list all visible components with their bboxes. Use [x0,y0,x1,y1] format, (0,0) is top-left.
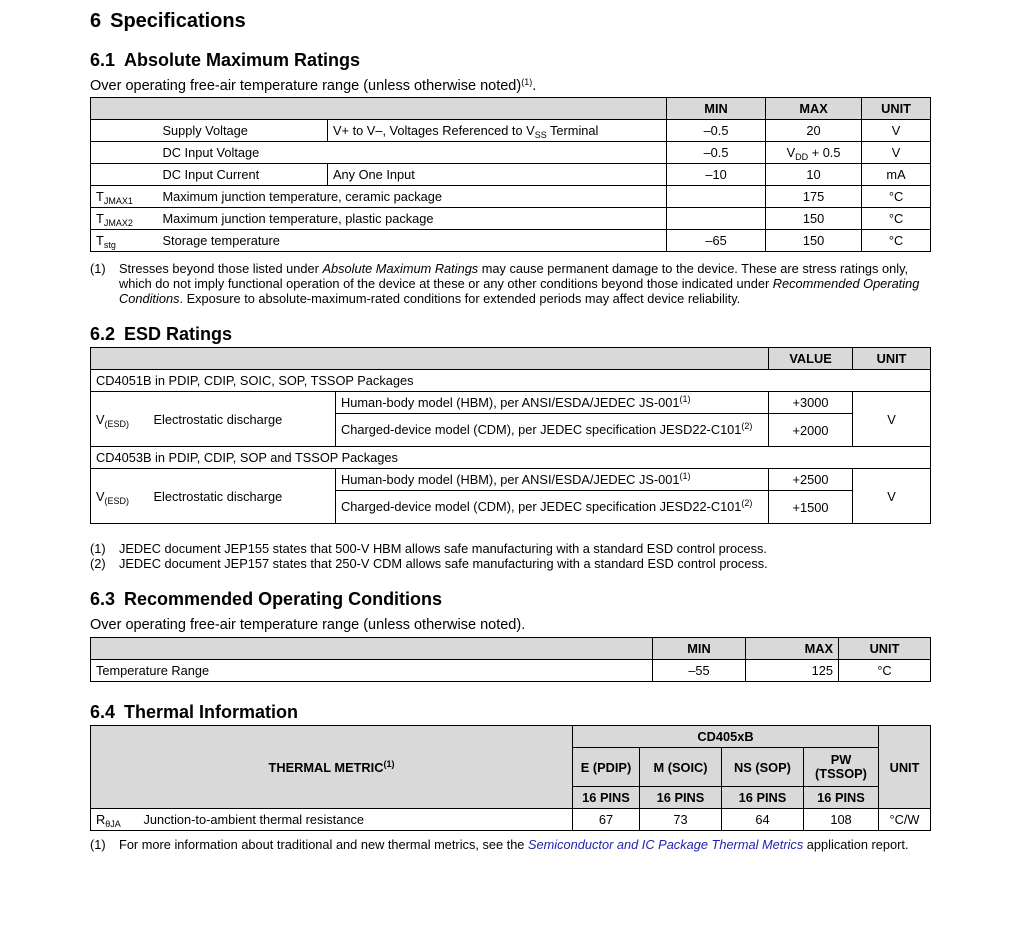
amr-cond-tail: Terminal [546,123,599,138]
esd-heading [90,324,232,345]
table-row [91,392,931,414]
amr-sym-sub: JMAX2 [103,218,133,228]
amr-max: 150 [766,208,862,230]
table-row [91,809,931,831]
roc-header-min: MIN [653,638,746,660]
amr-sym-text: T [96,233,104,248]
esd-table [90,347,931,524]
amr-param: Storage temperature [158,230,667,252]
amr-param: Maximum junction temperature, plastic package [158,208,667,230]
thermal-sym [91,809,139,831]
esd-cdm [336,491,769,524]
footnote-italic: Absolute Maximum Ratings [322,261,479,276]
table-row [91,660,931,682]
footnote-text [119,261,930,306]
thermal-metric-ref: (1) [383,758,395,769]
esd-cdm [336,414,769,447]
thermal-value: 64 [722,809,804,831]
thermal-pins: 16 PINS [804,787,879,809]
esd-group-title-row [91,370,931,392]
amr-cond-sub: SS [534,130,547,140]
amr-max-text: V [786,145,796,160]
esd-hbm-value: +2500 [769,469,853,491]
amr-max-tail: + 0.5 [808,145,841,160]
thermal-pins: 16 PINS [573,787,640,809]
thermal-metric-text: THERMAL METRIC [268,759,384,775]
amr-header-max: MAX [766,98,862,120]
esd-hbm [336,392,769,414]
amr-unit: V [862,120,931,142]
amr-sym [91,142,158,164]
thermal-package: PW (TSSOP) [804,748,879,787]
esd-sym-sub: (ESD) [104,418,130,429]
footnote-part: For more information about traditional and new thermal metrics, see the [119,837,528,852]
esd-hbm-text: Human-body model (HBM), per ANSI/ESDA/JEDEC JS-001 [341,472,680,487]
amr-min: –65 [667,230,766,252]
amr-table [90,97,931,252]
amr-header-unit: UNIT [862,98,931,120]
thermal-sym-text: R [96,812,106,827]
esd-hbm [336,469,769,491]
amr-min: –0.5 [667,142,766,164]
esd-title: ESD Ratings [124,324,233,344]
footnote-text [119,837,930,852]
esd-hbm-text: Human-body model (HBM), per ANSI/ESDA/JEDEC JS-001 [341,395,680,410]
thermal-value: 73 [640,809,722,831]
amr-min [667,186,766,208]
amr-sym-sub: stg [103,240,116,250]
amr-title: Absolute Maximum Ratings [124,50,361,70]
thermal-table [90,725,931,831]
thermal-value: 108 [804,809,879,831]
esd-desc: Electrostatic discharge [149,469,336,524]
thermal-unit: °C/W [879,809,931,831]
amr-unit: °C [862,186,931,208]
esd-cdm-text: Charged-device model (CDM), per JEDEC specification JESD22-C101 [341,499,742,514]
esd-sym-text: V [96,488,105,504]
table-row [91,186,931,208]
amr-param: DC Input Voltage [158,142,667,164]
esd-cdm-ref: (2) [741,421,753,431]
thermal-footnotes [90,837,930,852]
table-row [91,208,931,230]
thermal-device: CD405xB [573,726,879,748]
amr-param: Supply Voltage [158,120,328,142]
amr-unit: °C [862,230,931,252]
esd-hbm-value: +3000 [769,392,853,414]
amr-heading [90,50,360,71]
thermal-package: M (SOIC) [640,748,722,787]
roc-header-row [91,638,931,660]
esd-group-title: CD4053B in PDIP, CDIP, SOP and TSSOP Packages [91,447,931,469]
footnote-text: JEDEC document JEP155 states that 500-V HBM allows safe manufacturing with a standard ESD control process. [119,541,767,556]
amr-note: Over operating free-air temperature range (unless otherwise noted)$^{(1)}$. [90,77,537,94]
roc-unit: °C [839,660,931,682]
amr-sym-sub: JMAX1 [103,196,133,206]
amr-sym [91,208,158,230]
amr-note-ref: (1) [521,77,533,87]
amr-max: 10 [766,164,862,186]
thermal-metrics-link[interactable]: Semiconductor and IC Package Thermal Metrics [527,837,804,852]
esd-footnotes [90,541,930,571]
thermal-pins: 16 PINS [722,787,804,809]
thermal-param: Junction-to-ambient thermal resistance [139,809,573,831]
esd-cdm-text: Charged-device model (CDM), per JEDEC specification JESD22-C101 [341,422,742,437]
amr-number: 6.1 [90,50,116,70]
esd-desc: Electrostatic discharge [149,392,336,447]
amr-sym [91,164,158,186]
footnote [90,541,930,556]
roc-header-blank [91,638,653,660]
table-row [91,469,931,491]
amr-unit: mA [862,164,931,186]
esd-hbm-ref: (1) [679,394,691,404]
footnote-mark: (2) [90,556,106,571]
thermal-sym-sub: θJA [105,819,121,829]
footnote-text: JEDEC document JEP157 states that 250-V CDM allows safe manufacturing with a standard ESD control process. [119,556,768,571]
amr-note-text: Over operating free-air temperature range (unless otherwise noted) [90,78,522,94]
footnote [90,556,930,571]
esd-header-blank [91,348,769,370]
amr-cond [328,120,667,142]
amr-unit: V [862,142,931,164]
thermal-unit-header: UNIT [879,726,931,809]
amr-param: DC Input Current [158,164,328,186]
esd-cdm-value: +2000 [769,414,853,447]
amr-header-min: MIN [667,98,766,120]
esd-number: 6.2 [90,324,116,344]
esd-cdm-value: +1500 [769,491,853,524]
footnote-part: may cause permanent damage to the device. These are stress ratings only, which do not imply functional operation of the device at these or any other conditions beyond those indicated under [119,261,909,291]
footnote [90,261,930,306]
amr-cond: Any One Input [328,164,667,186]
amr-max: 20 [766,120,862,142]
roc-header-unit: UNIT [839,638,931,660]
esd-group-title: CD4051B in PDIP, CDIP, SOIC, SOP, TSSOP Packages [91,370,931,392]
amr-sym-text: T [96,211,104,226]
roc-param: Temperature Range [91,660,653,682]
roc-table [90,637,931,682]
amr-footnotes [90,261,930,306]
section-heading [90,10,246,33]
amr-sym [91,186,158,208]
roc-number: 6.3 [90,589,116,609]
amr-sym [91,230,158,252]
amr-header-row [91,98,931,120]
amr-min: –10 [667,164,766,186]
table-row [91,142,931,164]
esd-sym [91,392,149,447]
section-number: 6 [90,10,102,32]
roc-header-max: MAX [746,638,839,660]
esd-cdm-ref: (2) [741,498,753,508]
thermal-header-row [91,726,931,748]
amr-header-blank [91,98,667,120]
amr-unit: °C [862,208,931,230]
thermal-package: NS (SOP) [722,748,804,787]
thermal-value: 67 [573,809,640,831]
thermal-title: Thermal Information [124,702,299,722]
roc-max: 125 [746,660,839,682]
esd-header-value: VALUE [769,348,853,370]
footnote-mark: (1) [90,837,106,852]
amr-max: 175 [766,186,862,208]
footnote-part: application report. [803,837,909,852]
esd-header-row [91,348,931,370]
roc-min: –55 [653,660,746,682]
esd-group-title-row [91,447,931,469]
amr-min: –0.5 [667,120,766,142]
footnote-mark: (1) [90,261,106,276]
amr-param: Maximum junction temperature, ceramic package [158,186,667,208]
amr-cond-text: V+ to V–, Voltages Referenced to V [333,123,535,138]
footnote-italic: Recommended Operating Conditions [119,276,920,306]
table-row [91,164,931,186]
esd-unit: V [853,469,931,524]
roc-heading [90,589,442,610]
amr-max-sub: DD [795,152,809,162]
esd-sym-text: V [96,411,105,427]
table-row [91,120,931,142]
esd-header-unit: UNIT [853,348,931,370]
footnote-mark: (1) [90,541,106,556]
amr-min [667,208,766,230]
thermal-number: 6.4 [90,702,116,722]
table-row [91,230,931,252]
section-title: Specifications [110,10,246,32]
amr-max [766,142,862,164]
roc-note: Over operating free-air temperature range (unless otherwise noted). [90,617,526,633]
footnote-part: . Exposure to absolute-maximum-rated conditions for extended periods may affect device reliability. [179,291,741,306]
amr-sym-text: T [96,189,104,204]
amr-sym [91,120,158,142]
esd-unit: V [853,392,931,447]
esd-sym-sub: (ESD) [104,495,130,506]
amr-max: 150 [766,230,862,252]
esd-hbm-ref: (1) [679,471,691,481]
footnote-part: Stresses beyond those listed under [119,261,323,276]
footnote [90,837,930,852]
thermal-heading [90,702,298,723]
roc-title: Recommended Operating Conditions [124,589,443,609]
thermal-package: E (PDIP) [573,748,640,787]
thermal-pins: 16 PINS [640,787,722,809]
esd-sym [91,469,149,524]
thermal-metric-header [91,726,573,809]
